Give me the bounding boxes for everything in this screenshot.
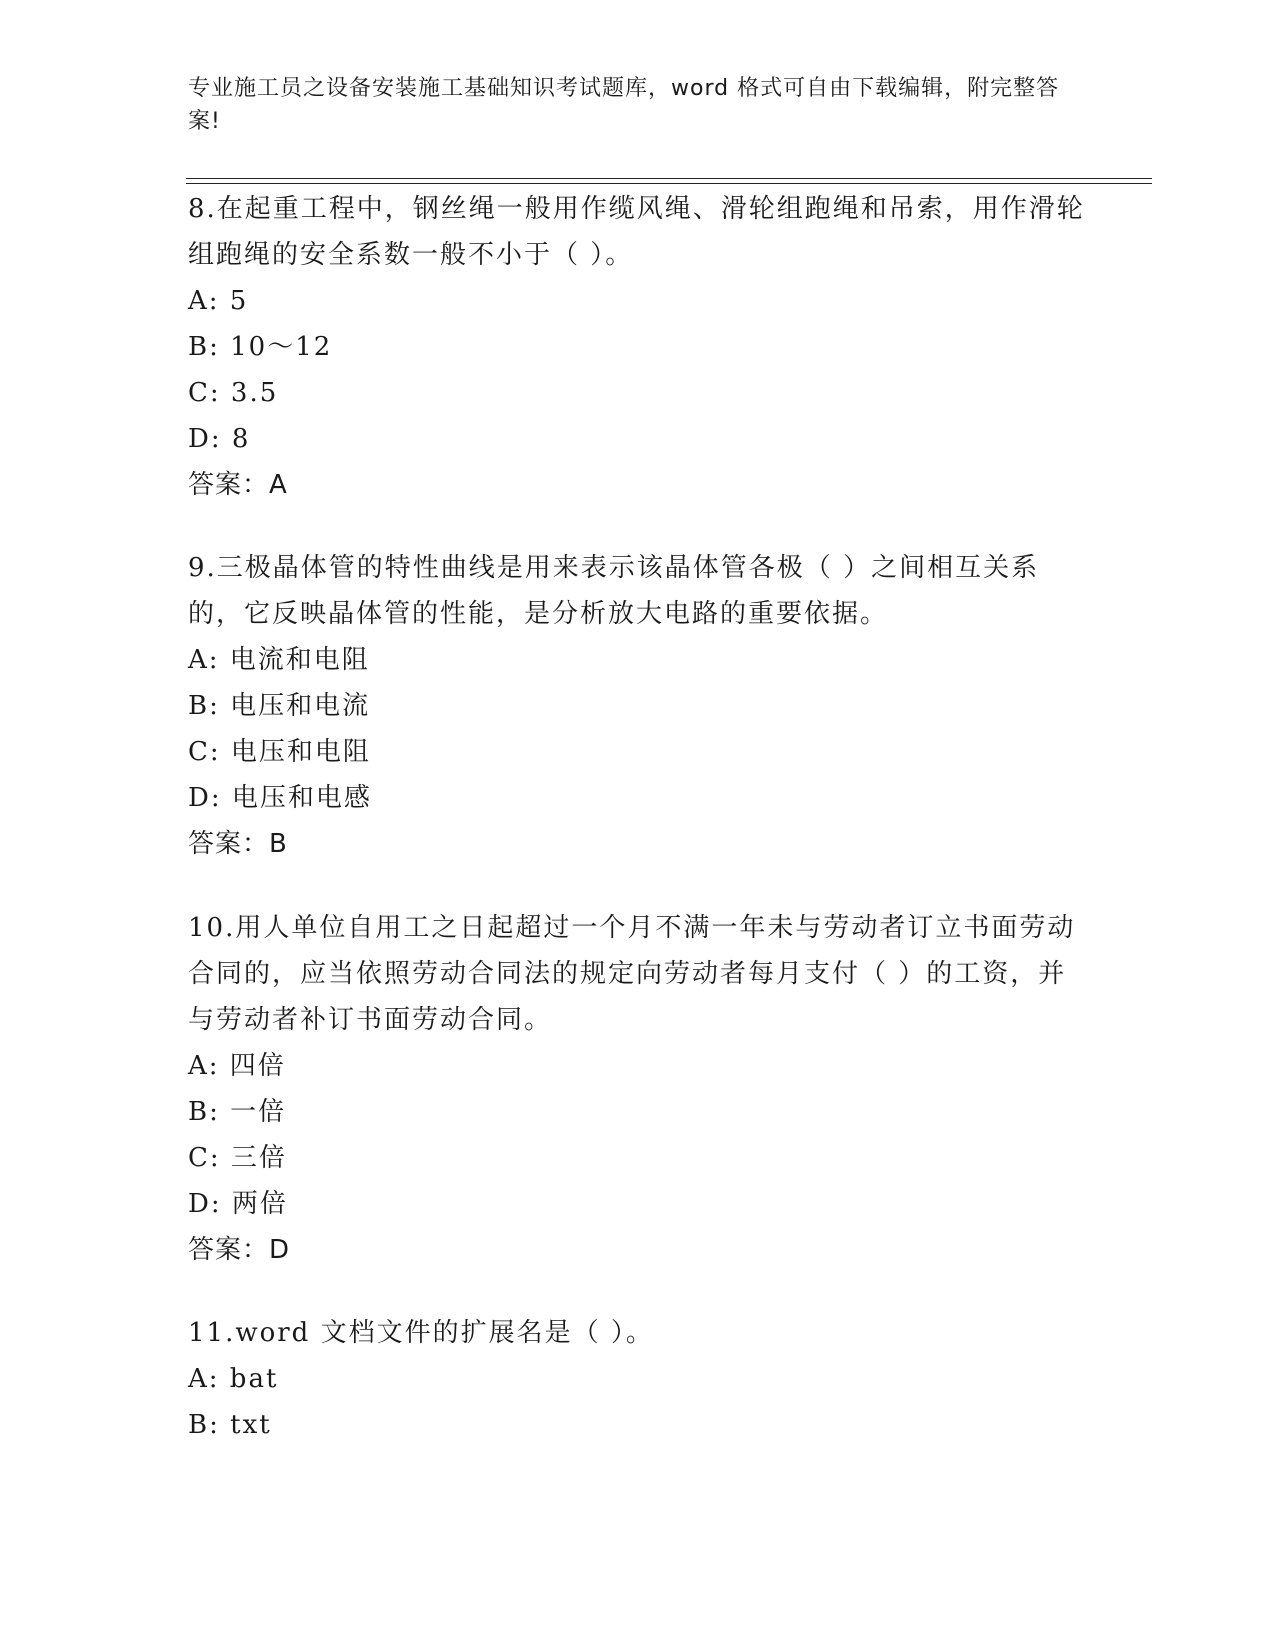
question-8 bbox=[188, 186, 1088, 508]
option-d: D: 两倍 bbox=[188, 1189, 288, 1219]
option-b: B: 一倍 bbox=[188, 1097, 287, 1127]
answer-line: 答案：A bbox=[188, 470, 288, 500]
answer-line: 答案：D bbox=[188, 1235, 291, 1265]
header-divider-bottom bbox=[186, 183, 1152, 184]
option-c: C: 3.5 bbox=[188, 378, 279, 408]
option-d: D: 电压和电感 bbox=[188, 783, 372, 813]
question-stem: 10.用人单位自用工之日起超过一个月不满一年未与劳动者订立书面劳动合同的，应当依照劳动合同法的规定向劳动者每月支付（ ）的工资，并与劳动者补订书面劳动合同。 bbox=[188, 913, 1076, 1035]
document-intro: 专业施工员之设备安装施工基础知识考试题库，word 格式可自由下载编辑，附完整答案! bbox=[188, 76, 1060, 134]
option-d: D: 8 bbox=[188, 424, 251, 454]
answer-line: 答案：B bbox=[188, 829, 288, 859]
question-stem: 9.三极晶体管的特性曲线是用来表示该晶体管各极（ ）之间相互关系的，它反映晶体管的性能，是分析放大电路的重要依据。 bbox=[188, 553, 1040, 629]
option-a: A: 电流和电阻 bbox=[188, 645, 370, 675]
option-a: A: 四倍 bbox=[188, 1051, 286, 1081]
question-10 bbox=[188, 905, 1088, 1273]
option-b: B: 电压和电流 bbox=[188, 691, 371, 721]
question-9 bbox=[188, 545, 1088, 867]
question-11 bbox=[188, 1310, 1088, 1448]
option-a: A: bat bbox=[188, 1364, 279, 1394]
option-c: C: 三倍 bbox=[188, 1143, 287, 1173]
option-b: B: 10～12 bbox=[188, 332, 333, 362]
option-c: C: 电压和电阻 bbox=[188, 737, 371, 767]
option-a: A: 5 bbox=[188, 286, 249, 316]
question-stem: 11.word 文档文件的扩展名是（ ）。 bbox=[188, 1318, 654, 1348]
question-stem: 8.在起重工程中，钢丝绳一般用作缆风绳、滑轮组跑绳和吊索，用作滑轮组跑绳的安全系数一般不小于（ ）。 bbox=[188, 194, 1085, 270]
header-divider-top bbox=[186, 178, 1152, 179]
option-b: B: txt bbox=[188, 1410, 272, 1440]
